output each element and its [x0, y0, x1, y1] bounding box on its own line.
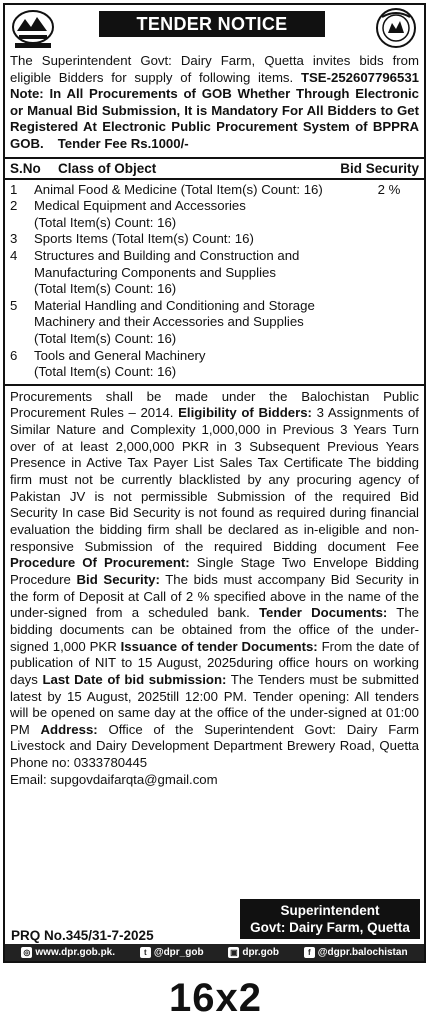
tender-notice-ad: [3, 3, 426, 963]
signature-title: Superintendent: [280, 903, 380, 918]
row-bid-security: [359, 298, 419, 315]
row-class-text: Animal Food & Medicine (Total Item(s) Count: 16): [34, 181, 323, 197]
issuance-label: Issuance of tender Documents:: [120, 638, 318, 654]
tender-documents-text: The bidding documents can be obtained from the office of the under-signed 1,000 PKR: [10, 605, 419, 654]
row-number: [10, 364, 34, 381]
row-bid-security: [359, 348, 419, 365]
table-row: [10, 314, 419, 331]
row-class-text: Tools and General Machinery: [34, 347, 206, 363]
social-link[interactable]: [304, 947, 408, 958]
ad-size-label: 16x2: [169, 976, 262, 1020]
row-number: [10, 281, 34, 298]
procedure-label: Procedure Of Procurement:: [10, 555, 190, 571]
page-title: TENDER NOTICE: [99, 11, 325, 37]
row-bid-security: [359, 215, 419, 232]
social-links-strip: [5, 944, 424, 961]
column-header-sno: S.No: [10, 160, 41, 176]
prq-number: PRQ No.345/31-7-2025: [11, 928, 154, 943]
email-text: Email: supgovdaifarqta@gmail.com: [10, 771, 218, 787]
terms-paragraph: [5, 386, 424, 789]
table-row: [10, 298, 419, 315]
intro-paragraph: [5, 53, 424, 153]
bid-security-text: The bids must accompany Bid Security in the form of Deposit at Call of 2 % specified above in the name of the under-signed from a scheduled bank.: [10, 571, 419, 621]
row-number: [10, 215, 34, 232]
table-row: [10, 198, 419, 215]
social-link[interactable]: [140, 947, 204, 958]
social-link-text: dpr.gob: [242, 947, 280, 959]
row-bid-security: [359, 314, 419, 331]
row-number: [10, 331, 34, 348]
row-class-text: (Total Item(s) Count: 16): [34, 330, 177, 346]
intro-text: The Superintendent Govt: Dairy Farm, Quetta invites bids from eligible Bidders for supply of following items.: [10, 53, 419, 85]
tse-number: TSE-252607796531: [300, 69, 420, 85]
facebook-icon: f: [304, 947, 315, 958]
eligibility-text: 3 Assignments of Similar Nature and Complexity 1,000,000 in Previous 3 Years Turn over of at least 2,000,000 PKR in 3 Subsequent Previous Years Presence in Active Tax Payer List Sales Tax Certificate The bidding firm must not be currently blacklisted by any procuring agency of Pakistan JV is not permissible Submission of the required Bid Security In case Bid Security is not found as required during financial evaluation the bidding firm shall be declared as in-eligible and non-responsive Submission of the required Bidding document Fee: [10, 405, 419, 554]
government-of-balochistan-emblem-icon: [374, 7, 418, 49]
row-bid-security: [359, 364, 419, 381]
signature-block: [240, 899, 420, 939]
twitter-icon: t: [140, 947, 151, 958]
instagram-icon: ▣: [230, 947, 238, 957]
row-bid-security: [359, 281, 419, 298]
social-link[interactable]: [228, 947, 279, 958]
table-row: [10, 265, 419, 282]
column-header-bid-security: Bid Security: [340, 160, 419, 176]
last-date-label: Last Date of bid submission:: [42, 671, 227, 687]
row-class-text: Medical Equipment and Accessories: [34, 198, 246, 214]
row-class-text: (Total Item(s) Count: 16): [34, 214, 177, 230]
column-header-class: Class of Object: [58, 160, 157, 176]
tender-fee: Tender Fee Rs.1000/-: [57, 135, 189, 151]
procedure-text: Single Stage Two Envelope Bidding Procedure: [10, 555, 419, 587]
table-header: [5, 159, 424, 180]
eligibility-label: Eligibility of Bidders:: [178, 405, 312, 421]
social-link-text: @dgpr.balochistan: [317, 947, 408, 959]
row-bid-security: [359, 265, 419, 282]
row-number: 4: [10, 247, 18, 263]
last-date-text: The Tenders must be submitted latest by 15 August, 2025till 12:00 PM. Tender opening: All tenders will be opened on same day at the office of the under-signed at 01:00 PM: [10, 671, 419, 737]
signature-office: Govt: Dairy Farm, Quetta: [250, 920, 410, 935]
row-number: 2: [10, 198, 18, 214]
address-label: Address:: [40, 721, 98, 737]
table-row: [10, 348, 419, 365]
bppra-note: Note: In All Procurements of GOB Whether Through Electronic or Manual Bid Submission, It is Mandatory For All Bidders to Get Registered At Electronic Public Procurement System of BPPRA GOB.: [10, 86, 419, 151]
table-row: [10, 331, 419, 348]
social-link-text: www.dpr.gob.pk.: [35, 947, 116, 959]
table-row: [10, 364, 419, 381]
row-class-text: (Total Item(s) Count: 16): [34, 364, 177, 380]
row-number: 6: [10, 347, 18, 363]
table-row: [10, 248, 419, 265]
row-number: 5: [10, 297, 18, 313]
social-link[interactable]: [21, 947, 115, 958]
row-number: [10, 265, 34, 282]
row-bid-security: [359, 231, 419, 248]
row-number: 3: [10, 231, 18, 247]
tender-documents-label: Tender Documents:: [258, 605, 388, 621]
items-table: [5, 157, 424, 386]
row-bid-security: [359, 248, 419, 265]
table-row: [10, 281, 419, 298]
social-link-text: @dpr_gob: [153, 947, 204, 959]
row-class-text: Material Handling and Conditioning and Storage: [34, 297, 315, 313]
table-row: [10, 231, 419, 248]
row-class-text: Machinery and their Accessories and Supplies: [34, 314, 304, 330]
row-class-text: Sports Items (Total Item(s) Count: 16): [34, 231, 254, 247]
issuance-text: From the date of publication of NIT to 15 August, 2025during office hours on working days: [10, 638, 419, 687]
table-row: [10, 215, 419, 232]
dpr-balochistan-logo-icon: [11, 9, 55, 49]
row-class-text: Manufacturing Components and Supplies: [34, 264, 276, 280]
row-number: [10, 314, 34, 331]
bid-security-label: Bid Security:: [76, 571, 160, 587]
row-class-text: (Total Item(s) Count: 16): [34, 281, 177, 297]
row-bid-security: [359, 198, 419, 215]
row-bid-security: 2 %: [377, 181, 401, 197]
table-body: [5, 180, 424, 384]
table-row: [10, 182, 419, 199]
row-number: 1: [10, 181, 18, 197]
header: [5, 5, 424, 53]
globe-icon: ◎: [21, 947, 32, 958]
row-bid-security: [359, 331, 419, 348]
row-class-text: Structures and Building and Construction and: [34, 247, 300, 263]
rules-text: Procurements shall be made under the Balochistan Public Procurement Rules – 2014.: [10, 388, 419, 421]
address-text: Office of the Superintendent Govt: Dairy Farm Livestock and Dairy Development Department Brewery Road, Quetta Phone no: 0333780445: [10, 721, 419, 771]
